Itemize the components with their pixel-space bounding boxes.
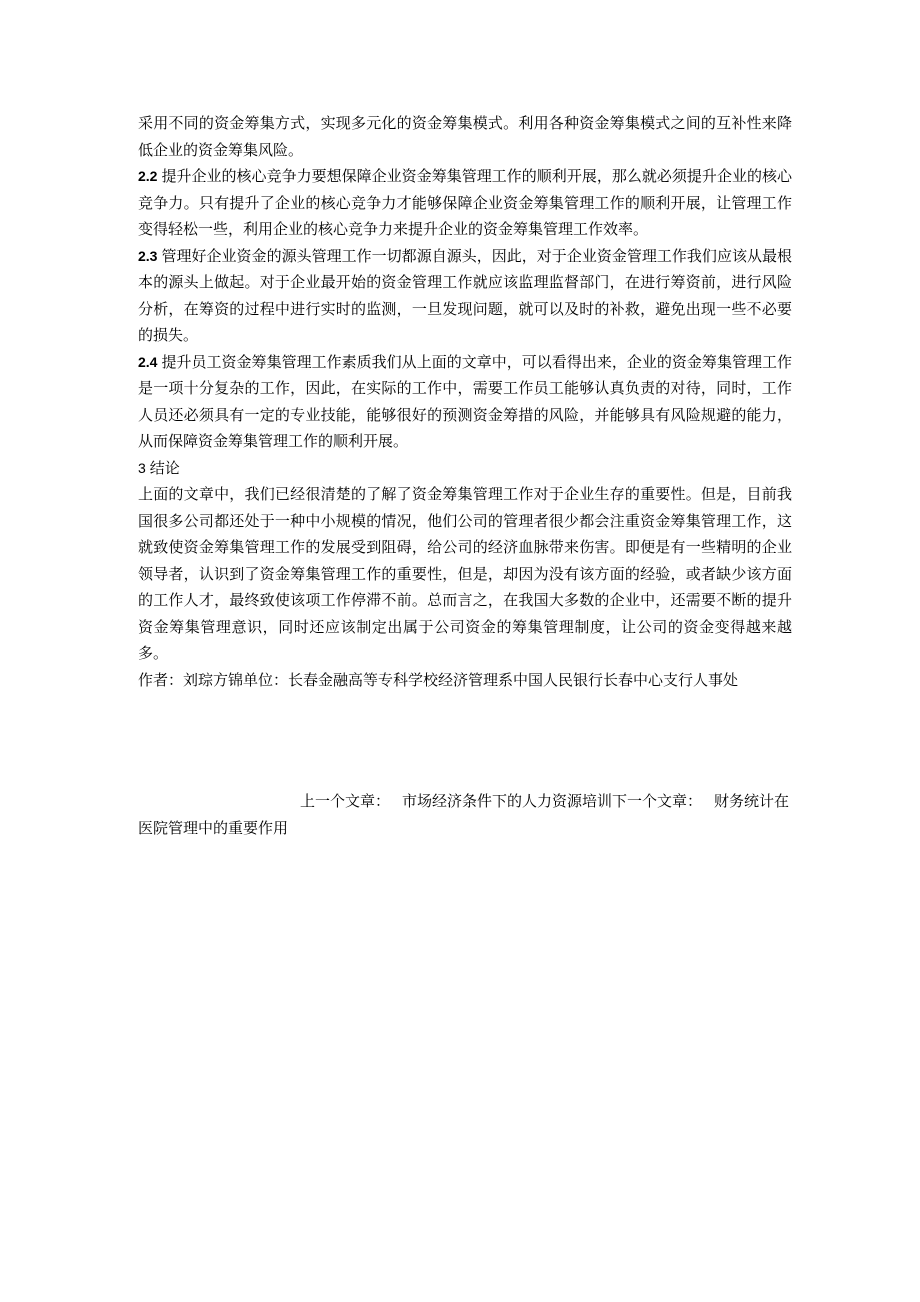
- next-article-label: 下一个文章：: [612, 792, 703, 810]
- prev-article-label: 上一个文章：: [300, 792, 391, 810]
- section-number: 2.4: [138, 353, 158, 370]
- prev-article-link[interactable]: 市场经济条件下的人力资源培训: [402, 792, 613, 810]
- section-2-3: [138, 243, 792, 349]
- section-2-2: [138, 163, 792, 243]
- section-2-4: [138, 349, 792, 455]
- conclusion-heading: [138, 455, 792, 482]
- conclusion-number: 3: [138, 459, 146, 476]
- conclusion-paragraph: 上面的文章中，我们已经很清楚的了解了资金筹集管理工作对于企业生存的重要性。但是，目前我国很多公司都还处于一种中小规模的情况，他们公司的管理者很少都会注重资金筹集管理工作，这就致使资金筹集管理工作的发展受到阻碍，给公司的经济血脉带来伤害。即便是有一些精明的企业领导者，认识到了资金筹集管理工作的重要性，但是，却因为没有该方面的经验，或者缺少该方面的工作人才，最终致使该项工作停滞不前。总而言之，在我国大多数的企业中，还需要不断的提升资金筹集管理意识，同时还应该制定出属于公司资金的筹集管理制度，让公司的资金变得越来越多。: [138, 485, 792, 662]
- conclusion-title: 结论: [149, 458, 180, 477]
- author-line: 作者：刘琮方锦单位：长春金融高等专科学校经济管理系中国人民银行长春中心支行人事处: [138, 670, 739, 689]
- section-text: 管理好企业资金的源头管理工作一切都源自源头，因此，对于企业资金管理工作我们应该从最根本的源头上做起。对于企业最开始的资金管理工作就应该监理监督部门，在进行筹资前，进行风险分析，在筹资的过程中进行实时的监测，一旦发现问题，就可以及时的补救，避免出现一些不必要的损失。: [138, 246, 792, 344]
- section-number: 2.2: [138, 168, 158, 184]
- article-navigation: [138, 788, 792, 841]
- article-body: [138, 110, 792, 693]
- section-text: 提升员工资金筹集管理工作素质我们从上面的文章中，可以看得出来，企业的资金筹集管理工作是一项十分复杂的工作，因此，在实际的工作中，需要工作员工能够认真负责的对待，同时，工作人员还必须具有一定的专业技能，能够很好的预测资金筹措的风险，并能够具有风险规避的能力，从而保障资金筹集管理工作的顺利开展。: [138, 352, 792, 450]
- intro-paragraph: 采用不同的资金筹集方式，实现多元化的资金筹集模式。利用各种资金筹集模式之间的互补性来降低企业的资金筹集风险。: [138, 114, 792, 159]
- section-text: 提升企业的核心竞争力要想保障企业资金筹集管理工作的顺利开展，那么就必须提升企业的核心竞争力。只有提升了企业的核心竞争力才能够保障企业资金筹集管理工作的顺利开展，让管理工作变得轻松一些，利用企业的核心竞争力来提升企业的资金筹集管理工作效率。: [138, 167, 792, 238]
- section-number: 2.3: [138, 247, 158, 264]
- next-article-link[interactable]: 财务统计在医院管理中的重要作用: [138, 792, 790, 837]
